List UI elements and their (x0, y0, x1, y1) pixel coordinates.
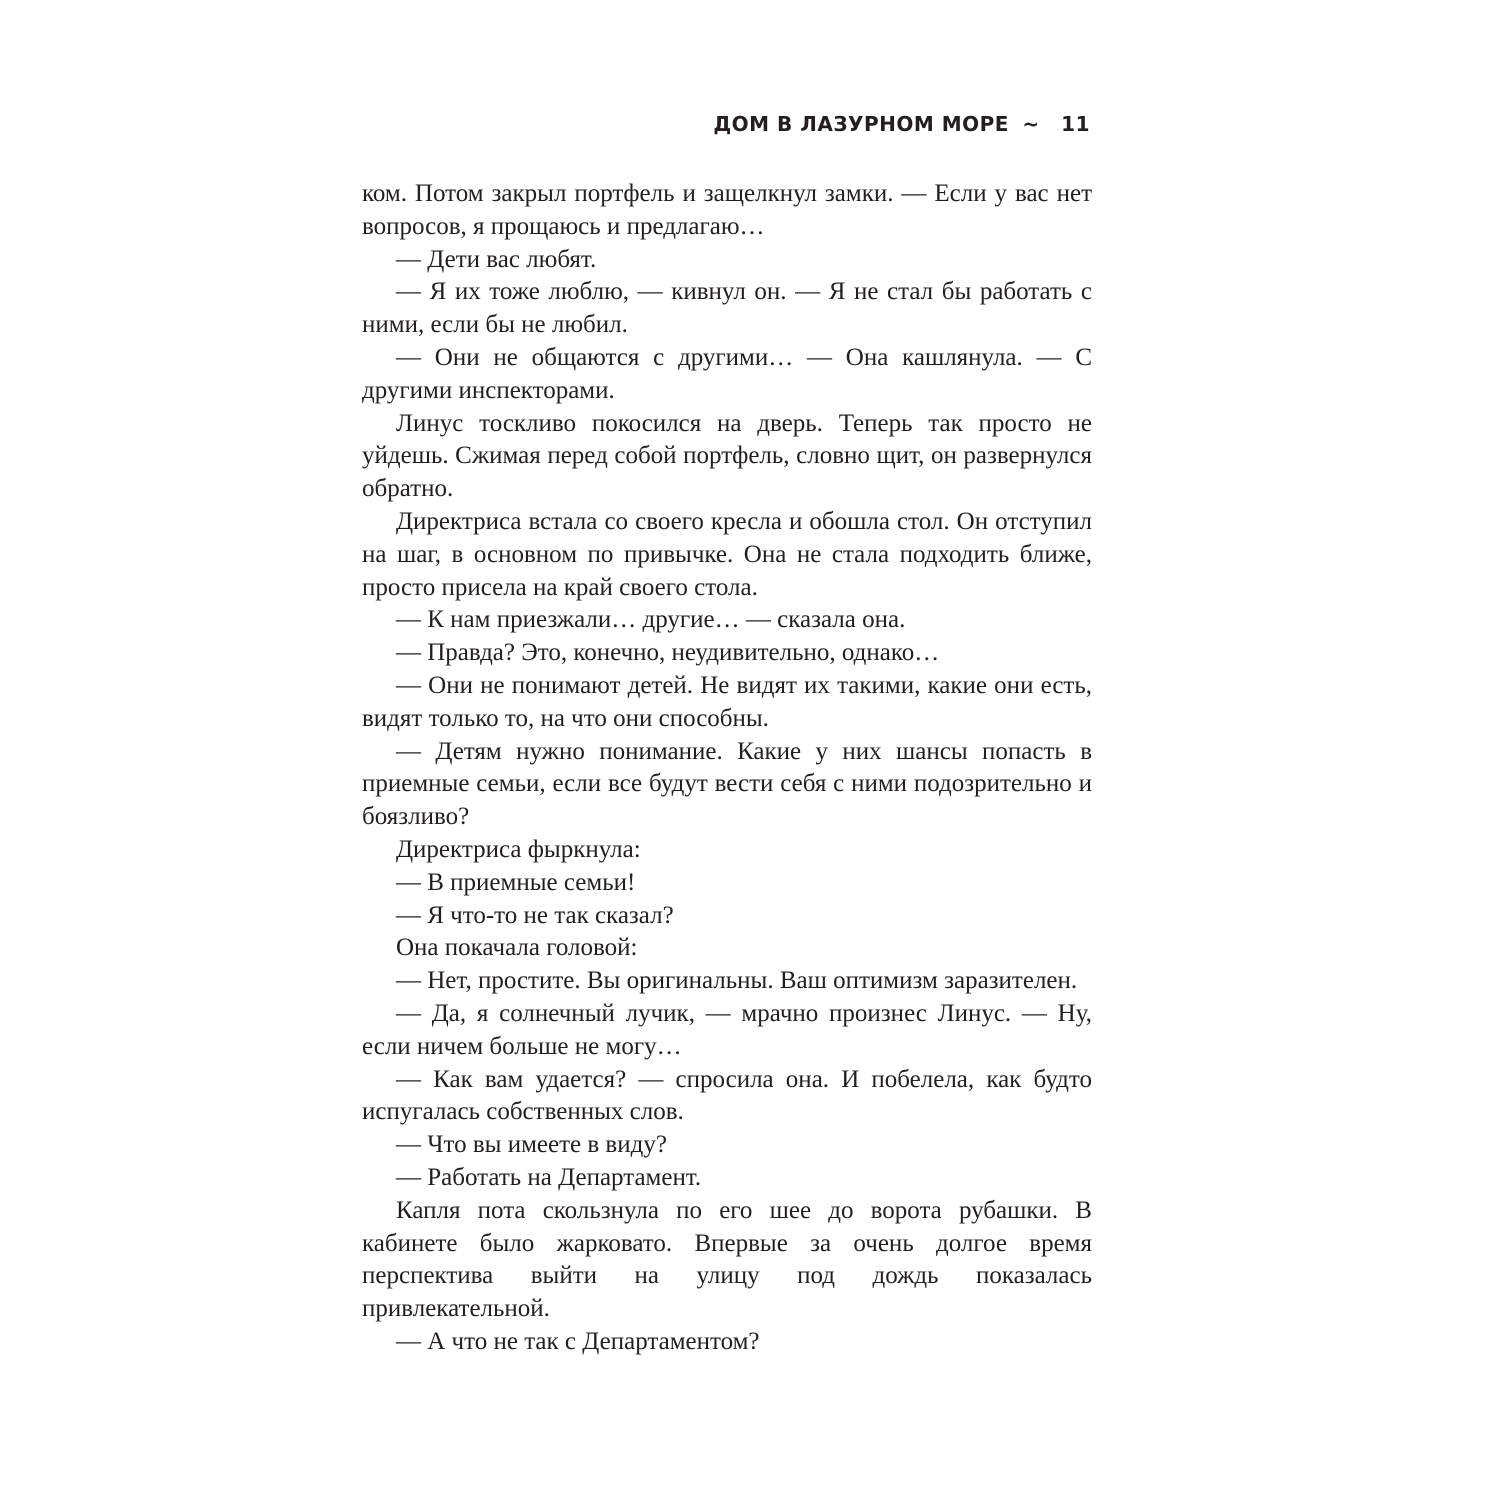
paragraph: Она покачала головой: (396, 934, 638, 962)
running-head (700, 111, 1090, 137)
paragraph: Директриса встала со своего кресла и обошла стол. Он отступил на шаг, в основном по привычке. Она не стала подходить ближе, просто присела на край своего стола. (362, 507, 1092, 601)
paragraph: — Как вам удается? — спросила она. И побелела, как будто испугалась собственных слов. (362, 1065, 1092, 1126)
paragraph: — Правда? Это, конечно, неудивительно, однако… (396, 639, 940, 667)
paragraph: Линус тоскливо покосился на дверь. Теперь так просто не уйдешь. Сжимая перед собой портфель, словно щит, он развернулся обратно. (362, 409, 1092, 503)
paragraph: — Детям нужно понимание. Какие у них шансы попасть в приемные семьи, если все будут вести себя с ними подозрительно и боязливо? (362, 737, 1092, 831)
paragraph: — Они не общаются с другими… — Она кашлянула. — С другими инспекторами. (362, 343, 1092, 404)
body-text (362, 178, 1092, 1359)
paragraph: — К нам приезжали… другие… — сказала она. (396, 606, 906, 634)
paragraph: — А что не так с Департаментом? (396, 1327, 760, 1355)
paragraph: Директриса фыркнула: (396, 835, 641, 863)
paragraph: — Что вы имеете в виду? (396, 1131, 667, 1159)
paragraph: — Дети вас любят. (396, 245, 597, 273)
paragraph: — Они не понимают детей. Не видят их такими, какие они есть, видят только то, на что они способны. (362, 671, 1092, 732)
page-number: 11 (1061, 112, 1090, 136)
book-title: ДОМ В ЛАЗУРНОМ МОРЕ (713, 112, 1009, 136)
paragraph: — Нет, простите. Вы оригинальны. Ваш оптимизм заразителен. (396, 967, 1078, 995)
paragraph: — Работать на Департамент. (396, 1163, 702, 1191)
paragraph: — Я что-то не так сказал? (396, 901, 674, 929)
paragraph: — В приемные семьи! (396, 868, 636, 896)
paragraph: — Я их тоже люблю, — кивнул он. — Я не стал бы работать с ними, если бы не любил. (362, 278, 1092, 339)
header-separator: ~ (1022, 112, 1040, 136)
paragraph: Капля пота скользнула по его шее до ворота рубашки. В кабинете было жарковато. Впервые за очень долгое время перспектива выйти на улицу под дождь показалась привлекательной. (362, 1196, 1092, 1323)
paragraph: — Да, я солнечный лучик, — мрачно произнес Линус. — Ну, если ничем больше не могу… (362, 999, 1092, 1060)
paragraph: ком. Потом закрыл портфель и защелкнул замки. — Если у вас нет вопросов, я прощаюсь и предлагаю… (362, 180, 1092, 240)
